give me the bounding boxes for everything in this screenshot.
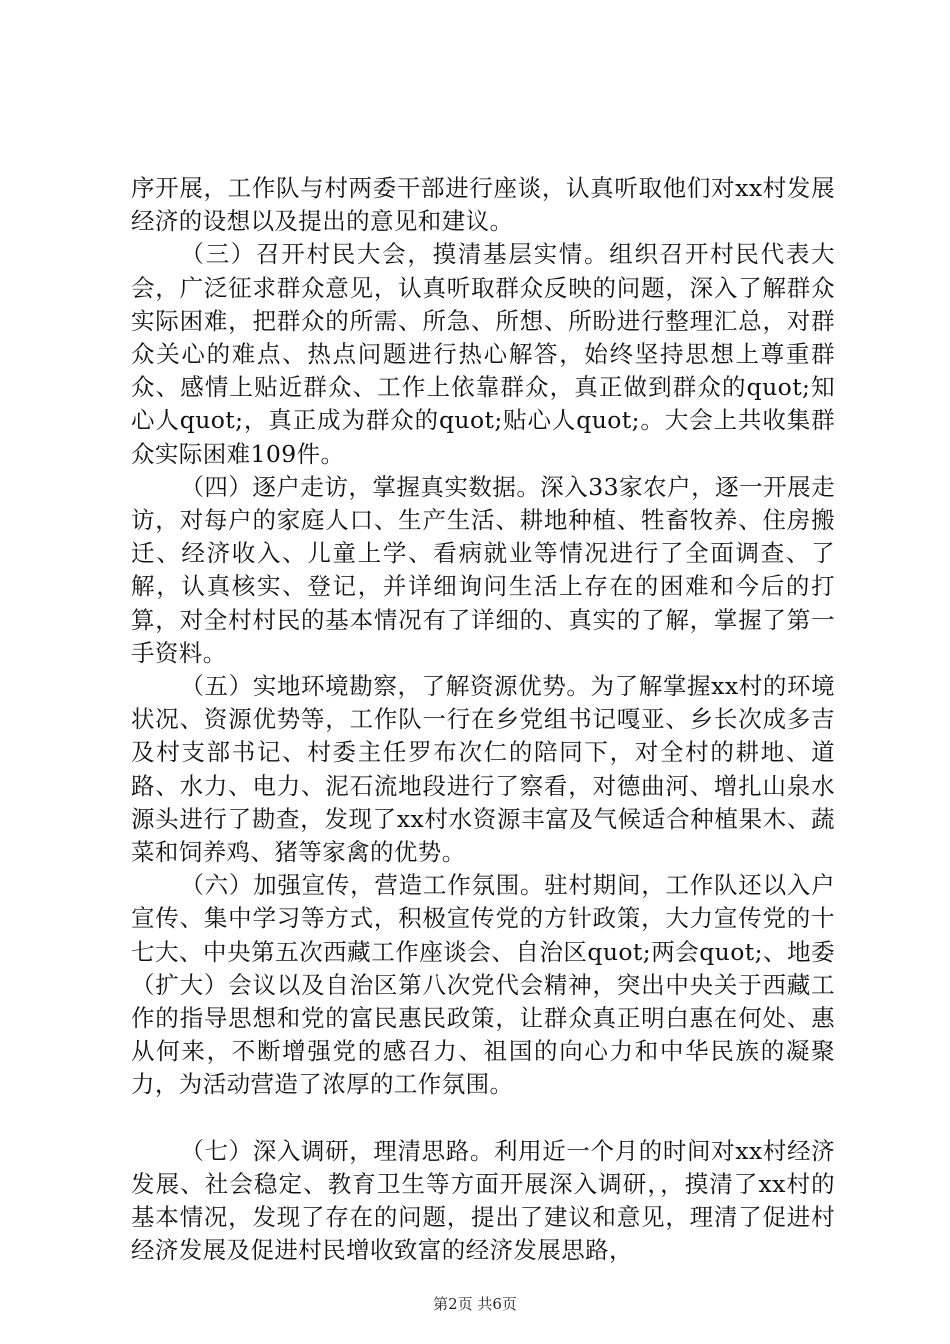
paragraph-continuation: 序开展，工作队与村两委干部进行座谈，认真听取他们对xx村发展经济的设想以及提出的意见和建议。	[131, 174, 835, 236]
paragraph-section-7: （七）深入调研，理清思路。利用近一个月的时间对xx村经济发展、社会稳定、教育卫生等方面开展深入调研，，摸清了xx村的基本情况，发现了存在的问题，提出了建议和意见，理清了促进村经济发展及促进村民增收致富的经济发展思路，	[131, 1136, 835, 1265]
document-body	[131, 172, 835, 1268]
paragraph-section-4: （四）逐户走访，掌握真实数据。深入33家农户，逐一开展走访，对每户的家庭人口、生产生活、耕地种植、牲畜牧养、住房搬迁、经济收入、儿童上学、看病就业等情况进行了全面调查、了解，认真核实、登记，并详细询问生活上存在的困难和今后的打算，对全村村民的基本情况有了详细的、真实的了解，掌握了第一手资料。	[131, 472, 835, 667]
paragraph-section-6: （六）加强宣传，营造工作氛围。驻村期间，工作队还以入户宣传、集中学习等方式，积极宣传党的方针政策，大力宣传党的十七大、中央第五次西藏工作座谈会、自治区quot;两会quot;、地委（扩大）会议以及自治区第八次党代会精神，突出中央关于西藏工作的指导思想和党的富民惠民政策，让群众真正明白惠在何处、惠从何来，不断增强党的感召力、祖国的向心力和中华民族的凝聚力，为活动营造了浓厚的工作氛围。	[131, 871, 835, 1099]
paragraph-section-5: （五）实地环境勘察，了解资源优势。为了解掌握xx村的环境状况、资源优势等，工作队一行在乡党组书记嘎亚、乡长次成多吉及村支部书记、村委主任罗布次仁的陪同下，对全村的耕地、道路、水力、电力、泥石流地段进行了察看，对德曲河、增扎山泉水源头进行了勘查，发现了xx村水资源丰富及气候适合种植果木、蔬菜和饲养鸡、猪等家禽的优势。	[131, 672, 835, 867]
page-number-footer: 第2页 共6页	[433, 1295, 517, 1313]
paragraph-section-3: （三）召开村民大会，摸清基层实情。组织召开村民代表大会，广泛征求群众意见，认真听取群众反映的问题，深入了解群众实际困难，把群众的所需、所急、所想、所盼进行整理汇总，对群众关心的难点、热点问题进行热心解答，始终坚持思想上尊重群众、感情上贴近群众、工作上依靠群众，真正做到群众的quot;知心人quot;，真正成为群众的quot;贴心人quot;。大会上共收集群众实际困难109件。	[131, 240, 835, 468]
